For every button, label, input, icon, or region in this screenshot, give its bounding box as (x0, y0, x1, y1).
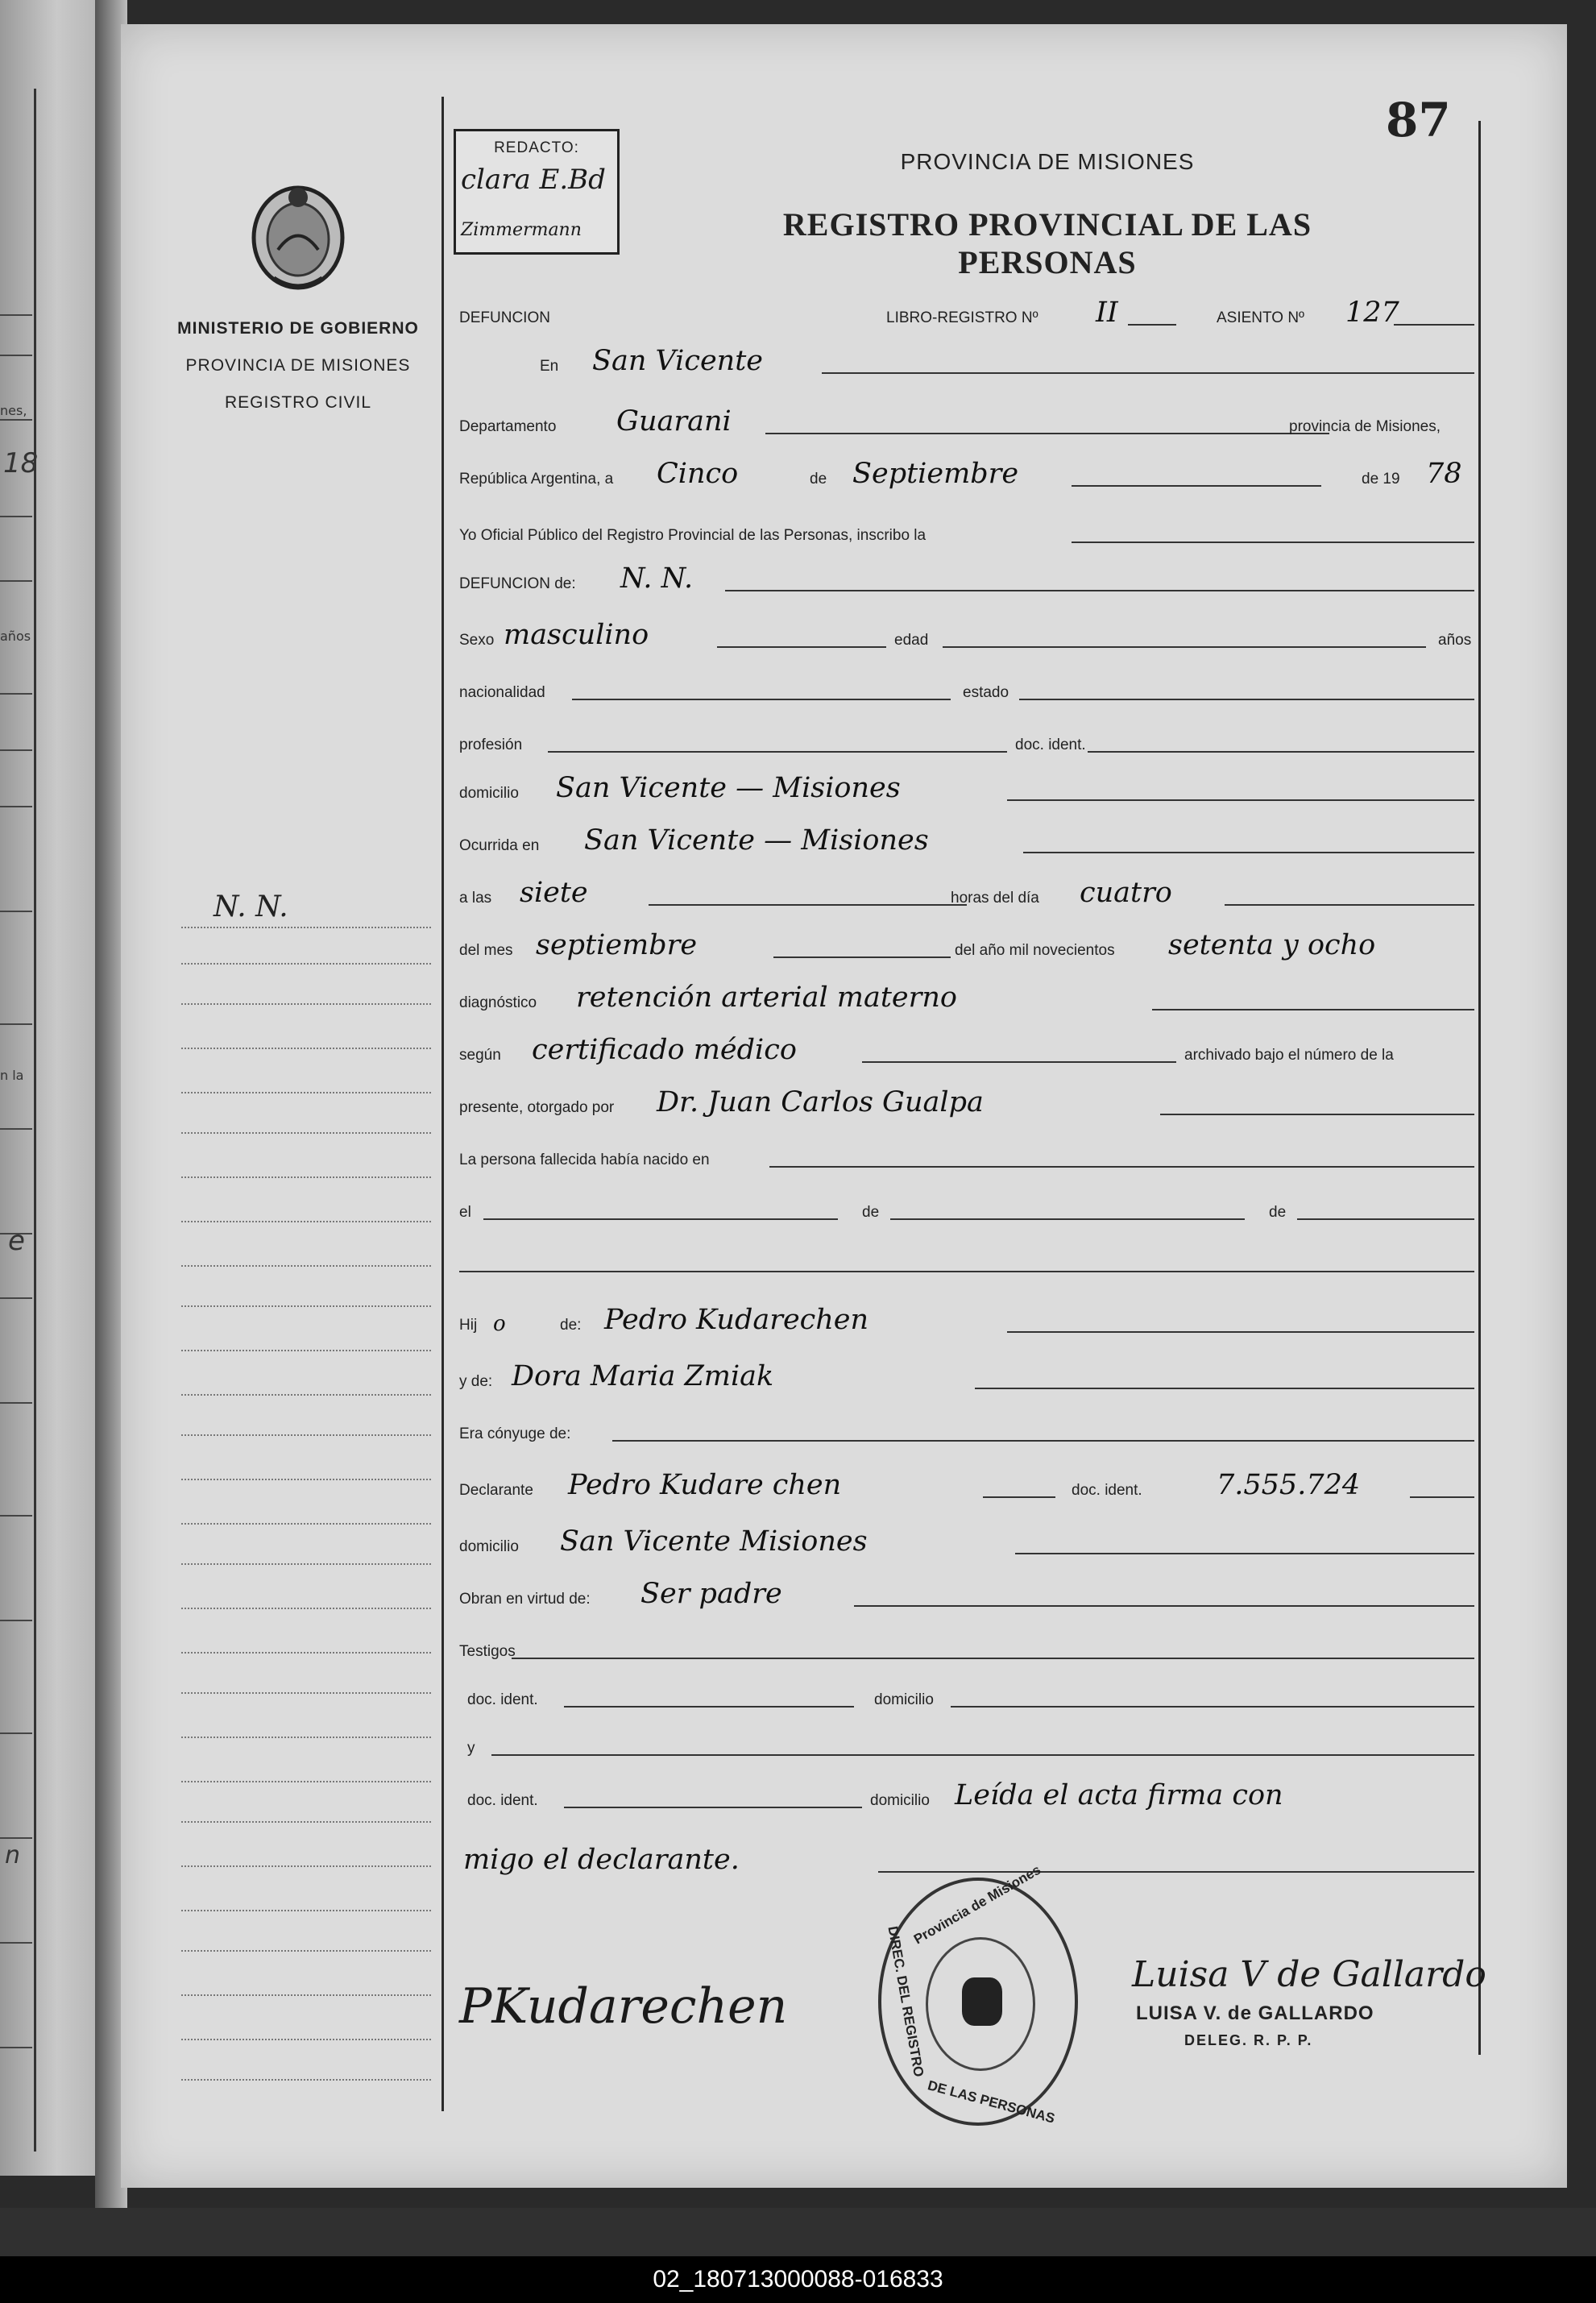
official-stamp (878, 1861, 1078, 2127)
del-mes-label: del mes (459, 942, 513, 959)
scan-bottom-band (0, 2208, 1596, 2256)
right-border-line (1478, 121, 1481, 2055)
y-label: y (467, 1740, 475, 1757)
doc-ident-label: doc. ident. (1015, 737, 1086, 753)
stamp-bottom-text: DE LAS PERSONAS (926, 2077, 1057, 2127)
row-diagnostico (459, 983, 1478, 1015)
redacto-box (454, 129, 620, 255)
leida-value-2: migo el declarante. (463, 1844, 740, 1876)
declarante-label: Declarante (459, 1482, 533, 1499)
hijo-de-label: de: (560, 1317, 582, 1334)
testigos-label: Testigos (459, 1643, 516, 1660)
anio-prefix: de 19 (1362, 471, 1400, 488)
defuncion-de-label: DEFUNCION de: (459, 575, 576, 592)
row-presente (459, 1088, 1478, 1120)
libro-value: II (1096, 297, 1118, 329)
margin-divider (441, 97, 444, 2111)
row-del-mes (459, 931, 1478, 963)
left-fragment-4: n la (0, 1068, 24, 1083)
edad-label: edad (894, 632, 929, 649)
row-testigo-2 (459, 1781, 1478, 1813)
redacto-label: REDACTO: (494, 139, 579, 156)
ministry-line-3: REGISTRO CIVIL (224, 393, 372, 412)
madre-value: Dora Maria Zmiak (512, 1360, 774, 1392)
asiento-label: ASIENTO Nº (1217, 309, 1304, 326)
republica-label: República Argentina, a (459, 471, 614, 488)
hijo-suffix: o (493, 1312, 506, 1336)
domicilio-label: domicilio (459, 785, 519, 802)
dia-value: Cinco (657, 458, 739, 490)
ocurrida-label: Ocurrida en (459, 837, 540, 854)
horas-value: cuatro (1080, 877, 1172, 909)
asiento-value: 127 (1345, 297, 1399, 329)
anio-mil-label: del año mil novecientos (955, 942, 1115, 959)
redacto-handwriting: clara E.Bd (461, 164, 606, 196)
stamp-top-text: Provincia de Misiones (910, 1861, 1044, 1948)
left-fragment-1: nes, (0, 403, 27, 418)
declarante-value: Pedro Kudare chen (568, 1469, 842, 1501)
official-title: DELEG. R. P. P. (1184, 2032, 1313, 2048)
ministry-block (161, 310, 435, 421)
hijo-label: Hij (459, 1317, 478, 1334)
row-testigo-1 (459, 1680, 1478, 1712)
redacto-handwriting-2: Zimmermann (461, 220, 582, 240)
departamento-value: Guarani (616, 405, 732, 438)
nacionalidad-label: nacionalidad (459, 684, 545, 701)
official-name: LUISA V. de GALLARDO (1136, 2002, 1374, 2024)
de1-label: de (862, 1204, 880, 1221)
padre-value: Pedro Kudarechen (604, 1304, 869, 1336)
a-las-value: siete (520, 877, 588, 909)
row-defuncion-de (459, 564, 1478, 596)
presente-label: presente, otorgado por (459, 1099, 615, 1116)
row-departamento (459, 407, 1478, 439)
province-title: PROVINCIA DE MISIONES (900, 149, 1195, 174)
segun-label: según (459, 1047, 501, 1064)
libro-label: LIBRO-REGISTRO Nº (886, 309, 1038, 326)
conyuge-label: Era cónyuge de: (459, 1425, 571, 1442)
en-label: En (540, 358, 559, 375)
y-de-label: y de: (459, 1373, 493, 1390)
stamp-left-text: DIREC. DEL REGISTRO (885, 1924, 927, 2078)
leida-value: Leída el acta firma con (955, 1779, 1283, 1811)
row-oficial (459, 516, 1478, 548)
row-domicilio-2 (459, 1527, 1478, 1559)
de-label: de (810, 471, 827, 488)
declarant-signature: PKudarechen (459, 1978, 788, 2035)
en-value: San Vicente (592, 345, 763, 377)
coat-of-arms-icon (246, 173, 350, 294)
anio-value: 78 (1426, 458, 1462, 490)
row-y (459, 1728, 1478, 1761)
left-page-edge (0, 0, 95, 2176)
row-blank (459, 1245, 1478, 1277)
left-fragment-3: años (0, 629, 31, 644)
row-defuncion (459, 298, 1478, 330)
left-fragment-2: 18 (3, 447, 39, 479)
t2-doc-label: doc. ident. (467, 1792, 538, 1809)
row-obran (459, 1579, 1478, 1612)
el-label: el (459, 1204, 471, 1221)
nacido-label: La persona fallecida había nacido en (459, 1152, 710, 1168)
row-leida-2 (459, 1845, 1478, 1878)
row-profesion (459, 725, 1478, 757)
diagnostico-label: diagnóstico (459, 994, 537, 1011)
de2-label: de (1269, 1204, 1287, 1221)
row-nacido (459, 1140, 1478, 1172)
del-mes-value: septiembre (536, 929, 698, 961)
registry-title: REGISTRO PROVINCIAL DE LAS PERSONAS (782, 206, 1312, 280)
page-number: 87 (1386, 93, 1451, 147)
t2-dom-label: domicilio (870, 1792, 930, 1809)
diagnostico-value: retención arterial materno (576, 981, 957, 1014)
dom2-value: San Vicente Misiones (560, 1525, 868, 1558)
mes-value: Septiembre (852, 458, 1019, 490)
row-y-de (459, 1362, 1478, 1394)
row-conyuge (459, 1414, 1478, 1446)
declarante-doc-value: 7.555.724 (1217, 1469, 1361, 1501)
row-a-las (459, 878, 1478, 911)
sexo-label: Sexo (459, 632, 495, 649)
row-en (459, 346, 1478, 379)
profesion-label: profesión (459, 737, 523, 753)
t1-doc-label: doc. ident. (467, 1691, 538, 1708)
dom2-label: domicilio (459, 1538, 519, 1555)
image-caption: 02_180713000088-016833 (0, 2256, 1596, 2303)
provincia-suffix: provincia de Misiones, (1289, 418, 1441, 435)
horas-label: horas del día (951, 890, 1039, 907)
official-signature: Luisa V de Gallardo (1132, 1954, 1486, 1995)
ocurrida-value: San Vicente — Misiones (584, 824, 929, 857)
segun-value: certificado médico (532, 1034, 797, 1066)
oficial-text: Yo Oficial Público del Registro Provincial de las Personas, inscribo la (459, 527, 927, 544)
t1-dom-label: domicilio (874, 1691, 934, 1708)
obran-value: Ser padre (640, 1578, 782, 1610)
left-fragment-6: n (5, 1841, 21, 1869)
row-sexo (459, 620, 1478, 653)
obran-label: Obran en virtud de: (459, 1591, 591, 1608)
estado-label: estado (963, 684, 1009, 701)
defuncion-de-value: N. N. (620, 562, 694, 595)
row-segun (459, 1035, 1478, 1068)
left-fragment-5: e (8, 1225, 25, 1257)
row-el (459, 1193, 1478, 1225)
ministry-line-1: MINISTERIO DE GOBIERNO (177, 319, 419, 338)
ministry-line-2: PROVINCIA DE MISIONES (185, 356, 411, 375)
row-republica (459, 459, 1478, 492)
row-declarante (459, 1471, 1478, 1503)
anio-mil-value: setenta y ocho (1168, 929, 1376, 961)
margin-name: N. N. (213, 890, 288, 923)
departamento-label: Departamento (459, 418, 557, 435)
row-testigos (459, 1632, 1478, 1664)
archivado-label: archivado bajo el número de la (1184, 1047, 1394, 1064)
presente-value: Dr. Juan Carlos Gualpa (657, 1086, 984, 1118)
domicilio-value: San Vicente — Misiones (556, 772, 901, 804)
row-nacionalidad (459, 673, 1478, 705)
row-domicilio (459, 774, 1478, 806)
sexo-value: masculino (504, 619, 649, 651)
row-ocurrida (459, 826, 1478, 858)
a-las-label: a las (459, 890, 492, 907)
anos-label: años (1438, 632, 1472, 649)
row-hijo (459, 1305, 1478, 1338)
defuncion-label: DEFUNCION (459, 309, 550, 326)
declarante-doc-label: doc. ident. (1072, 1482, 1142, 1499)
